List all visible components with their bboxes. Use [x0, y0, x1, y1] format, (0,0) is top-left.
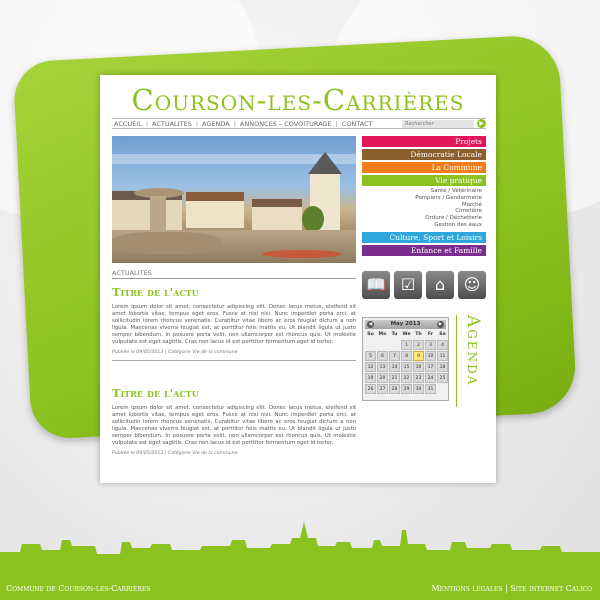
nav-links	[112, 120, 375, 128]
search-go-icon[interactable]: ▶	[477, 119, 486, 128]
calendar-day-of-week: We	[402, 332, 411, 337]
calendar-day[interactable]: 15	[401, 362, 412, 372]
quick-access-icons	[362, 271, 486, 299]
agenda-label[interactable]: Agenda	[463, 315, 483, 387]
calendar-day[interactable]: 21	[389, 373, 400, 383]
fountain-column	[150, 196, 166, 232]
article-title[interactable]: Titre de l'actu	[112, 285, 199, 299]
nav-item-contact[interactable]: CONTACT	[341, 119, 373, 128]
calendar-empty-cell	[365, 340, 376, 350]
calendar-day[interactable]: 11	[437, 351, 448, 361]
nav-separator: |	[145, 119, 149, 128]
news-article	[112, 386, 356, 456]
calendar-day[interactable]: 22	[401, 373, 412, 383]
nav-separator: |	[335, 119, 338, 128]
calendar-day[interactable]: 14	[389, 362, 400, 372]
tree	[302, 206, 324, 232]
calendar-day[interactable]: 24	[425, 373, 436, 383]
category-menu	[362, 136, 486, 258]
tower-roof	[308, 152, 342, 174]
calendar-day-of-week: Su	[367, 332, 374, 337]
nav-separator: |	[233, 119, 236, 128]
page-footer	[0, 578, 600, 600]
calendar-day[interactable]: 25	[437, 373, 448, 383]
building-center	[186, 200, 244, 228]
menu-item-la-commune[interactable]: La Commune	[362, 162, 486, 173]
roof-center	[186, 192, 244, 201]
submenu-item[interactable]: Cimetière	[455, 208, 482, 215]
calendar-day[interactable]: 16	[413, 362, 424, 372]
calendar-grid	[365, 331, 446, 394]
menu-item-projets[interactable]: Projets	[362, 136, 486, 147]
section-label-actualites: ACTUALITES	[112, 269, 356, 279]
calendar-day[interactable]: 26	[365, 384, 376, 394]
roof-right	[252, 199, 302, 207]
calendar-day[interactable]: 8	[401, 351, 412, 361]
calendar-next-button[interactable]: ▶	[438, 322, 443, 327]
article-meta: Publiée le 09/05/2013 | Catégorie Vie de la commune	[112, 451, 238, 456]
calendar-day[interactable]: 9	[413, 351, 424, 361]
calendar-day[interactable]: 28	[389, 384, 400, 394]
site-title[interactable]: Courson-les-Carrières	[131, 83, 465, 117]
calendar-day[interactable]: 1	[401, 340, 412, 350]
submenu-item[interactable]: Pompiers / Gendarmerie	[415, 194, 482, 201]
calendar-day[interactable]: 5	[365, 351, 376, 361]
website-page	[100, 75, 496, 483]
calendar-day[interactable]: 3	[425, 340, 436, 350]
calendar-day[interactable]: 30	[413, 384, 424, 394]
calendar-empty-cell	[377, 340, 388, 350]
main-navigation	[112, 118, 486, 129]
footer-commune-name[interactable]: Commune de Courson-les-Carrières	[6, 584, 151, 593]
submenu-item[interactable]: Marché	[461, 201, 482, 208]
nav-item-accueil[interactable]: ACCUEIL	[114, 119, 142, 128]
calendar-day[interactable]: 17	[425, 362, 436, 372]
calendar-day[interactable]: 31	[425, 384, 436, 394]
fountain-basin	[112, 232, 222, 254]
calendar-day-of-week: Sa	[439, 332, 446, 337]
article-body: Lorem ipsum dolor sit amet, consectetur adipiscing elit. Donec lacus metus, eleifend sit amet lobortis vitae, tempus eget eros. Fusce at nisi nisi. Nunc imperdiet porta orci, at sollicitudin lorem rhoncus venenatis. Curabitur vitae libero ac eros feugiat dictum a non ligula. Maecenas viverra feugiat est, at porttitor felis mattis eu. Ut blandit ligula ut justo semper bibendum. In posuere porta velit, non ullamcorper est rhoncus quis. Ut molestie vulputate est eget sagittis. Cras non lacus id est porttitor fermentum eget id tortor.	[112, 405, 356, 446]
calendar-day[interactable]: 2	[413, 340, 424, 350]
house-icon[interactable]: ⌂	[426, 271, 454, 299]
calendar-empty-cell	[389, 340, 400, 350]
nav-separator: |	[195, 119, 199, 128]
calendar-prev-button[interactable]: ◀	[368, 322, 373, 327]
calendar-day[interactable]: 4	[437, 340, 448, 350]
calendar-day-of-week: Tu	[391, 332, 398, 337]
calendar-day[interactable]: 10	[425, 351, 436, 361]
calendar-month: May 2013	[390, 321, 421, 327]
calendar-day[interactable]: 19	[365, 373, 376, 383]
hero-photo	[112, 136, 356, 263]
article-title[interactable]: Titre de l'actu	[112, 386, 199, 400]
news-article	[112, 285, 356, 361]
menu-item-enfance-famille[interactable]: Enfance et Famille	[362, 245, 486, 256]
calendar-empty-cell	[437, 384, 448, 394]
building-left	[112, 198, 182, 230]
calendar-day[interactable]: 27	[377, 384, 388, 394]
calendar-day-of-week: Mo	[378, 332, 387, 337]
calendar-day[interactable]: 20	[377, 373, 388, 383]
submenu-item[interactable]: Gestion des eaux	[434, 221, 482, 228]
calendar-day[interactable]: 29	[401, 384, 412, 394]
calendar-day[interactable]: 13	[377, 362, 388, 372]
nav-item-annonces[interactable]: ANNONCES – COVOITURAGE	[239, 119, 332, 128]
footer-links[interactable]: Mentions légales | Site internet Calico	[431, 584, 592, 593]
flower-bed	[262, 250, 342, 258]
menu-item-democratie-locale[interactable]: Démocratie Locale	[362, 149, 486, 160]
calendar-day[interactable]: 23	[413, 373, 424, 383]
building-right	[252, 206, 302, 230]
calendar-day[interactable]: 7	[389, 351, 400, 361]
calendar-widget	[362, 317, 449, 401]
person-icon[interactable]: ☺	[458, 271, 486, 299]
submenu-item[interactable]: Santé / Vétérinaire	[430, 188, 482, 194]
calendar-day[interactable]: 12	[365, 362, 376, 372]
search-input[interactable]: Rechercher	[402, 120, 474, 128]
book-icon[interactable]: 📖	[362, 271, 390, 299]
article-meta: Publiée le 09/05/2013 | Catégorie Vie de la commune	[112, 350, 238, 355]
article-divider	[112, 360, 356, 361]
submenu-item[interactable]: Ordure / Déchetterie	[425, 215, 482, 222]
agenda-divider	[456, 315, 457, 407]
calendar-day-of-week: Th	[415, 332, 422, 337]
vie-pratique-submenu	[362, 188, 486, 229]
calendar-day[interactable]: 18	[437, 362, 448, 372]
calendar-header	[365, 320, 446, 329]
article-body: Lorem ipsum dolor sit amet, consectetur adipiscing elit. Donec lacus metus, eleifend sit amet lobortis vitae, tempus eget eros. Fusce at nisi nisi. Nunc imperdiet porta orci, at sollicitudin lorem rhoncus venenatis. Curabitur vitae libero ac eros feugiat dictum a non ligula. Maecenas viverra feugiat est, at porttitor felis mattis eu. Ut blandit ligula ut justo semper bibendum. In posuere porta velit, non ullamcorper est rhoncus quis. Ut molestie vulputate est eget sagittis. Cras non lacus id est porttitor fermentum eget id tortor.	[112, 304, 356, 345]
calendar-day[interactable]: 6	[377, 351, 388, 361]
nav-item-actualites[interactable]: ACTUALITES	[152, 119, 192, 128]
calendar-day-of-week: Fr	[427, 332, 434, 337]
nav-item-agenda[interactable]: AGENDA	[202, 119, 230, 128]
menu-item-vie-pratique[interactable]: Vie pratique	[362, 175, 486, 186]
checkbox-icon[interactable]: ☑	[394, 271, 422, 299]
menu-item-culture-sport-loisirs[interactable]: Culture, Sport et Loisirs	[362, 232, 486, 243]
